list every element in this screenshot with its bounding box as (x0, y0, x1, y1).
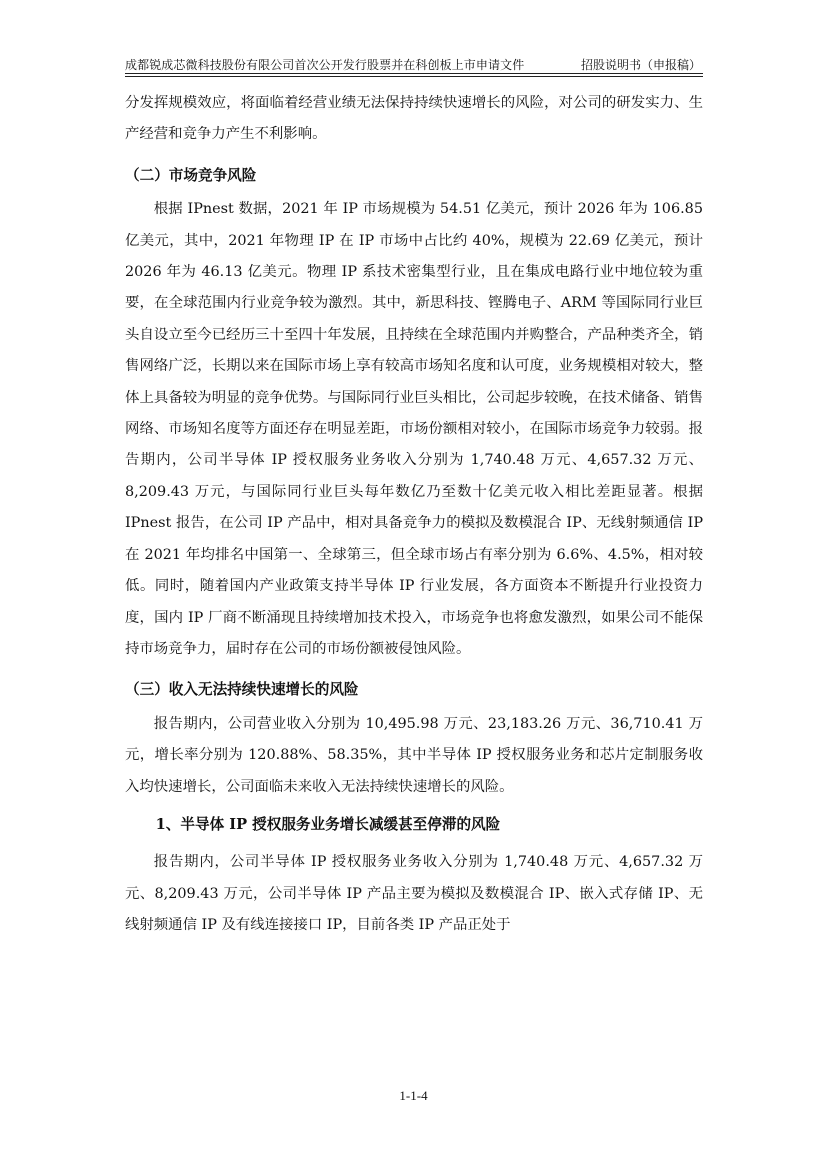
section-heading-revenue-growth: （三）收入无法持续快速增长的风险 (125, 681, 359, 699)
header-rule (125, 73, 703, 74)
header-rule-thin (125, 76, 703, 77)
page-number: 1-1-4 (399, 1088, 428, 1103)
paragraph-ip-licensing: 报告期内，公司半导体 IP 授权服务业务收入分别为 1,740.48 万元、4,657.32 万元、8,209.43 万元，公司半导体 IP 产品主要为模拟及数模混合 IP、嵌入式存储 IP、无线射频通信 IP 及有线连接接口 IP，目前各类 IP 产品正处于 (125, 854, 703, 934)
paragraph-continued: 分发挥规模效应，将面临着经营业绩无法保持持续快速增长的风险，对公司的研发实力、生产经营和竞争力产生不利影响。 (125, 95, 703, 143)
subsection-heading-ip-licensing: 1、半导体 IP 授权服务业务增长减缓甚至停滞的风险 (155, 815, 501, 833)
section-heading-market-competition: （二）市场竞争风险 (125, 166, 257, 184)
header-document-title: 成都锐成芯微科技股份有限公司首次公开发行股票并在科创板上市申请文件 (125, 58, 525, 72)
paragraph-market-competition: 根据 IPnest 数据，2021 年 IP 市场规模为 54.51 亿美元，预计 2026 年为 106.85 亿美元，其中，2021 年物理 IP 在 IP 市场中占比约 40%，规模为 22.69 亿美元，预计 2026 年为 46.13 亿美元。物理 IP 系技术密集型行业，且在集成电路行业中地位较为重要，在全球范围内行业竞争较为激烈。其中，新思科技、铿腾电子、ARM 等国际同行业巨头自设立至今已经历三十至四十年发展，且持续在全球范围内并购整合，产品种类齐全，销售网络广泛，长期以来在国际市场上享有较高市场知名度和认可度，业务规模相对较大，整体上具备较为明显的竞争优势。与国际同行业巨头相比，公司起步较晚，在技术储备、销售网络、市场知名度等方面还存在明显差距，市场份额相对较小，在国际市场竞争力较弱。报告期内，公司半导体 IP 授权服务业务收入分别为 1,740.48 万元、4,657.32 万元、8,209.43 万元，与国际同行业巨头每年数亿乃至数十亿美元收入相比差距显著。根据 IPnest 报告，在公司 IP 产品中，相对具备竞争力的模拟及数模混合 IP、无线射频通信 IP 在 2021 年均排名中国第一、全球第三，但全球市场占有率分别为 6.6%、4.5%，相对较低。同时，随着国内产业政策支持半导体 IP 行业发展，各方面资本不断提升行业投资力度，国内 IP 厂商不断涌现且持续增加技术投入，市场竞争也将愈发激烈，如果公司不能保持市场竞争力，届时存在公司的市场份额被侵蚀风险。 (125, 201, 703, 657)
header-document-type: 招股说明书（申报稿） (580, 58, 701, 72)
page-header (125, 52, 703, 76)
page-body (125, 88, 703, 942)
paragraph-revenue-growth: 报告期内，公司营业收入分别为 10,495.98 万元、23,183.26 万元、36,710.41 万元，增长率分别为 120.88%、58.35%，其中半导体 IP 授权服务业务和芯片定制服务收入均快速增长，公司面临未来收入无法持续快速增长的风险。 (125, 715, 703, 795)
